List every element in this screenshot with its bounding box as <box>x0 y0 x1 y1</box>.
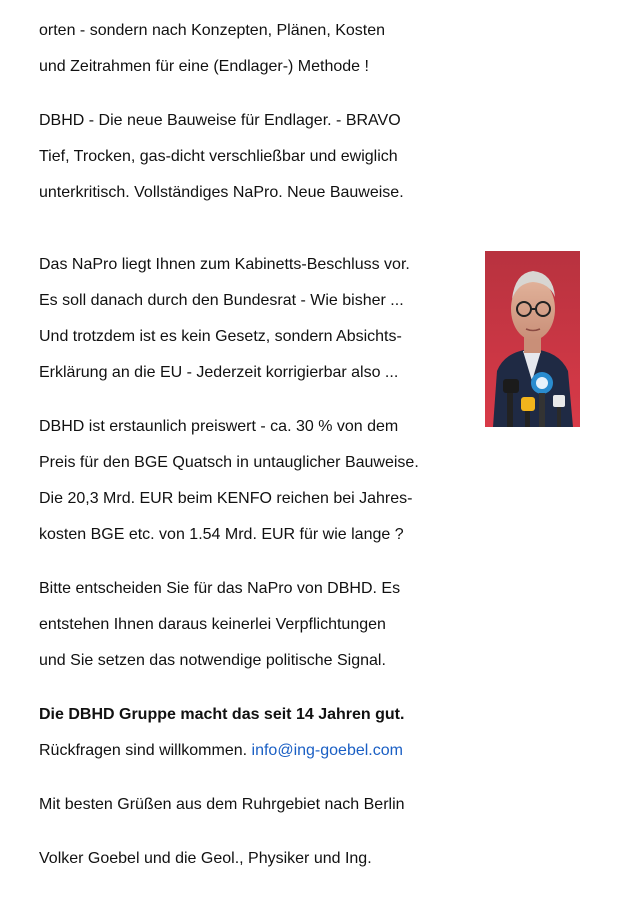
body-text-line: und Sie setzen das notwendige politische Signal. <box>39 652 386 669</box>
highlight-statement: Die DBHD Gruppe macht das seit 14 Jahren gut. <box>39 706 405 723</box>
body-text-line: Die 20,3 Mrd. EUR beim KENFO reichen bei Jahres- <box>39 490 413 507</box>
contact-prefix: Rückfragen sind willkommen. <box>39 742 252 759</box>
email-link[interactable]: info@ing-goebel.com <box>251 742 403 759</box>
body-text-line: und Zeitrahmen für eine (Endlager-) Methode ! <box>39 58 369 75</box>
contact-line <box>39 741 403 761</box>
portrait-illustration <box>485 251 580 427</box>
body-text-line: orten - sondern nach Konzepten, Plänen, Kosten <box>39 22 386 39</box>
body-text-line: Es soll danach durch den Bundesrat - Wie bisher ... <box>39 292 404 309</box>
body-text-line: Erklärung an die EU - Jederzeit korrigierbar also ... <box>39 364 399 381</box>
body-text-line: Preis für den BGE Quatsch in untauglicher Bauweise. <box>39 454 419 471</box>
closing-greeting: Mit besten Grüßen aus dem Ruhrgebiet nach Berlin <box>39 796 405 813</box>
body-text-line: Bitte entscheiden Sie für das NaPro von DBHD. Es <box>39 580 401 597</box>
body-text-line: Das NaPro liegt Ihnen zum Kabinetts-Beschluss vor. <box>39 256 410 273</box>
portrait-photo <box>485 251 580 427</box>
body-text-line: entstehen Ihnen daraus keinerlei Verpflichtungen <box>39 616 386 633</box>
body-text-line: kosten BGE etc. von 1.54 Mrd. EUR für wie lange ? <box>39 526 404 543</box>
body-text-line: Und trotzdem ist es kein Gesetz, sondern Absichts- <box>39 328 402 345</box>
body-text-line: DBHD - Die neue Bauweise für Endlager. - BRAVO <box>39 112 401 129</box>
signature: Volker Goebel und die Geol., Physiker und Ing. <box>39 850 372 867</box>
body-text-line: unterkritisch. Vollständiges NaPro. Neue Bauweise. <box>39 184 404 201</box>
body-text-line: DBHD ist erstaunlich preiswert - ca. 30 % von dem <box>39 418 399 435</box>
body-text-line: Tief, Trocken, gas-dicht verschließbar und ewiglich <box>39 148 398 165</box>
